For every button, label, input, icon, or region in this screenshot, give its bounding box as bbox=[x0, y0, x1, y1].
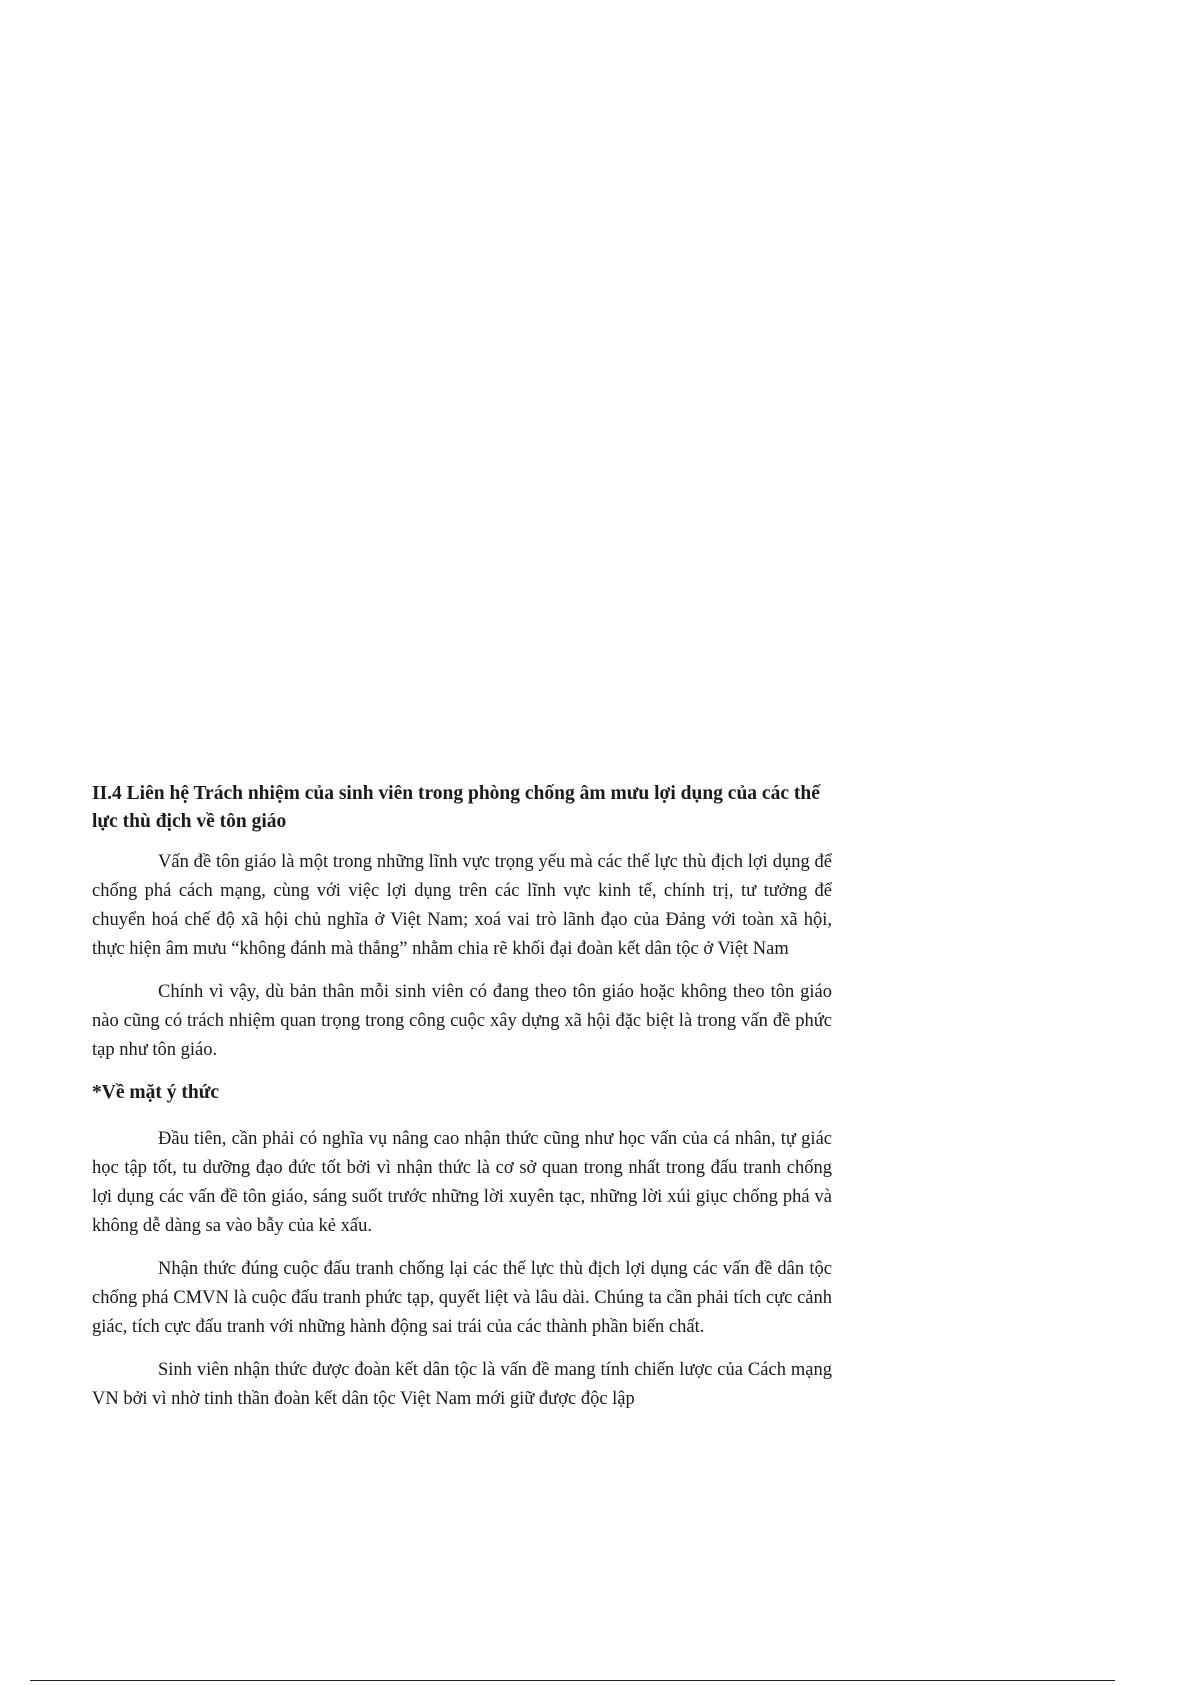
document-body bbox=[92, 780, 832, 1428]
paragraph: Chính vì vậy, dù bản thân mỗi sinh viên có đang theo tôn giáo hoặc không theo tôn giáo nào cũng có trách nhiệm quan trọng trong công cuộc xây dựng xã hội đặc biệt là trong vấn đề phức tạp như tôn giáo. bbox=[92, 982, 832, 1060]
subsection-heading: *Về mặt ý thức bbox=[92, 1082, 220, 1103]
paragraph: Nhận thức đúng cuộc đấu tranh chống lại các thế lực thù địch lợi dụng các vấn đề dân tộc chống phá CMVN là cuộc đấu tranh phức tạp, quyết liệt và lâu dài. Chúng ta cần phải tích cực cảnh giác, tích cực đấu tranh với những hành động sai trái của các thành phần biến chất. bbox=[92, 1259, 832, 1337]
paragraph: Đầu tiên, cần phải có nghĩa vụ nâng cao nhận thức cũng như học vấn của cá nhân, tự giác học tập tốt, tu dưỡng đạo đức tốt bởi vì nhận thức là cơ sở quan trong nhất trong đấu tranh chống lợi dụng các vấn đề tôn giáo, sáng suốt trước những lời xuyên tạc, những lời xúi giục chống phá và không dễ dàng sa vào bẫy của kẻ xấu. bbox=[92, 1129, 832, 1236]
page-bottom-rule bbox=[30, 1680, 1115, 1681]
section-heading: II.4 Liên hệ Trách nhiệm của sinh viên trong phòng chống âm mưu lợi dụng của các thế lực thù địch về tôn giáo bbox=[92, 783, 820, 832]
paragraph: Sinh viên nhận thức được đoàn kết dân tộc là vấn đề mang tính chiến lược của Cách mạng VN bởi vì nhờ tinh thần đoàn kết dân tộc Việt Nam mới giữ được độc lập bbox=[92, 1360, 832, 1409]
paragraph: Vấn đề tôn giáo là một trong những lĩnh vực trọng yếu mà các thế lực thù địch lợi dụng để chống phá cách mạng, cùng với việc lợi dụng trên các lĩnh vực kinh tế, chính trị, tư tưởng để chuyển hoá chế độ xã hội chủ nghĩa ở Việt Nam; xoá vai trò lãnh đạo của Đảng với toàn xã hội, thực hiện âm mưu “không đánh mà thắng” nhằm chia rẽ khối đại đoàn kết dân tộc ở Việt Nam bbox=[92, 852, 832, 959]
